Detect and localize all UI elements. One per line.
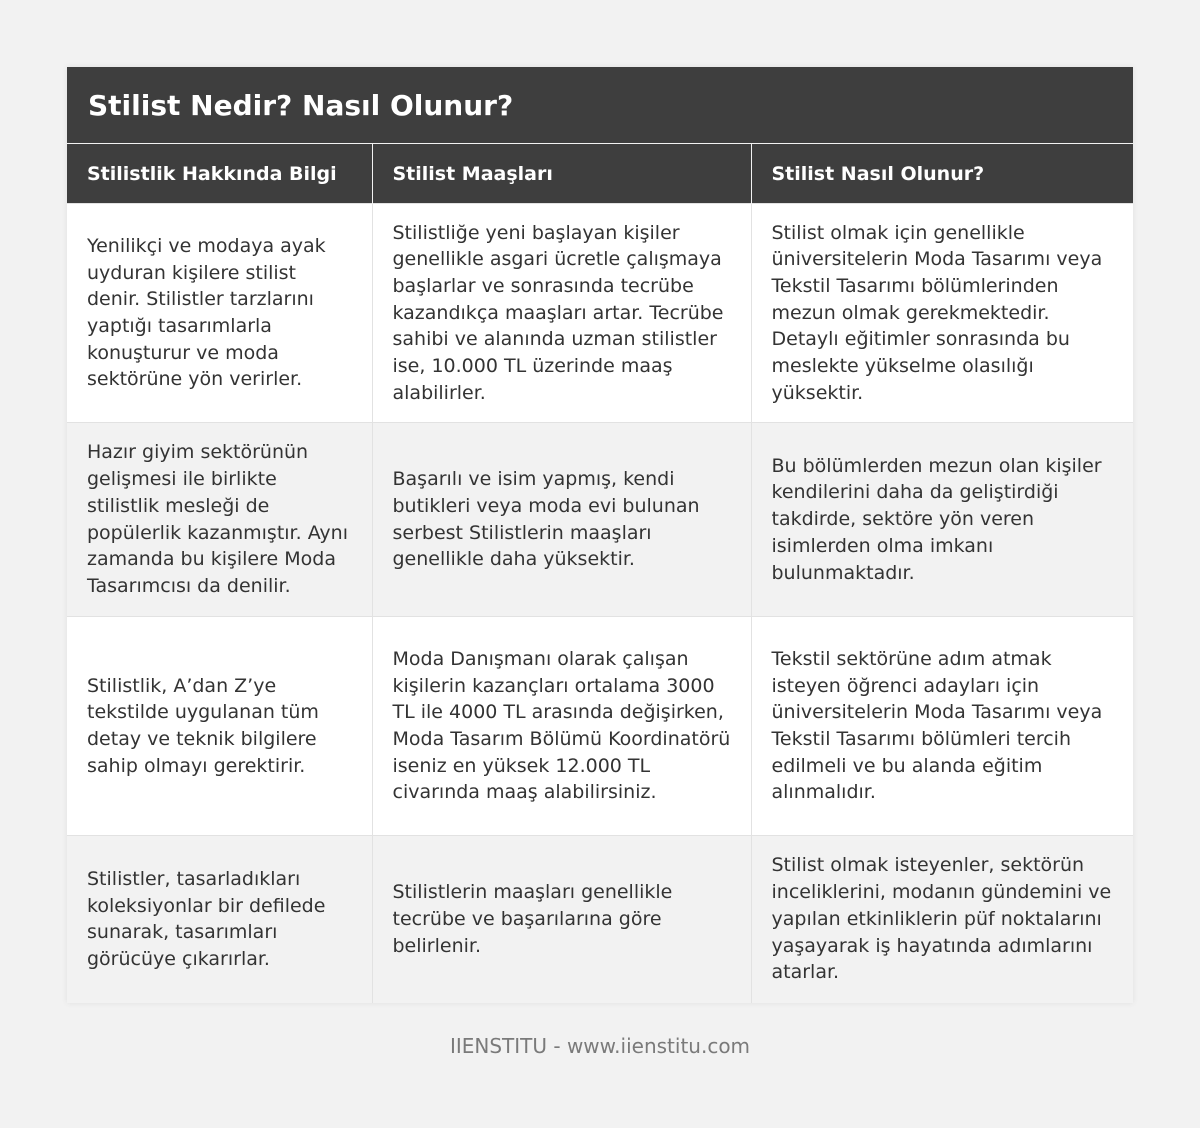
column-header-stilist-maaslari: Stilist Maaşları (372, 144, 751, 204)
table-cell: Yenilikçi ve modaya ayak uyduran kişilere stilist denir. Stilistler tarzlarını yaptığı tasarımlarla konuşturur ve moda sektörüne yön verirler. (67, 204, 372, 423)
table-cell: Hazır giyim sektörünün gelişmesi ile birlikte stilistlik mesleği de popülerlik kazanmıştır. Aynı zamanda bu kişilere Moda Tasarımcısı da denilir. (67, 423, 372, 617)
info-table-card (67, 67, 1133, 1003)
column-header-stilistlik-bilgi: Stilistlik Hakkında Bilgi (67, 144, 372, 204)
table-cell: Stilist olmak isteyenler, sektörün inceliklerini, modanın gündemini ve yapılan etkinliklerin püf noktalarını yaşayarak iş hayatında adımlarını atarlar. (751, 836, 1133, 1003)
footer-credit: IIENSTITU - www.iienstitu.com (449, 1034, 751, 1058)
info-table (67, 144, 1133, 1003)
column-header-nasil-olunur: Stilist Nasıl Olunur? (751, 144, 1133, 204)
table-row (67, 423, 1133, 617)
table-header-row (67, 144, 1133, 204)
table-cell: Stilistliğe yeni başlayan kişiler genellikle asgari ücretle çalışmaya başlarlar ve sonrasında tecrübe kazandıkça maaşları artar. Tecrübe sahibi ve alanında uzman stilistler ise, 10.000 TL üzerinde maaş alabilirler. (372, 204, 751, 423)
table-cell: Başarılı ve isim yapmış, kendi butikleri veya moda evi bulunan serbest Stilistlerin maaşları genellikle daha yüksektir. (372, 423, 751, 617)
table-cell: Moda Danışmanı olarak çalışan kişilerin kazançları ortalama 3000 TL ile 4000 TL arasında değişirken, Moda Tasarım Bölümü Koordinatörü iseniz en yüksek 12.000 TL civarında maaş alabilirsiniz. (372, 617, 751, 836)
table-cell: Stilistlerin maaşları genellikle tecrübe ve başarılarına göre belirlenir. (372, 836, 751, 1003)
table-cell: Stilistler, tasarladıkları koleksiyonlar bir defilede sunarak, tasarımları görücüye çıkarırlar. (67, 836, 372, 1003)
table-cell: Stilist olmak için genellikle üniversitelerin Moda Tasarımı veya Tekstil Tasarımı bölümlerinden mezun olmak gerekmektedir. Detaylı eğitimler sonrasında bu meslekte yükselme olasılığı yüksektir. (751, 204, 1133, 423)
table-row (67, 617, 1133, 836)
title-bar (67, 67, 1133, 144)
page-title: Stilist Nedir? Nasıl Olunur? (88, 88, 514, 122)
table-row (67, 204, 1133, 423)
table-cell: Stilistlik, A’dan Z’ye tekstilde uygulanan tüm detay ve teknik bilgilere sahip olmayı gerektirir. (67, 617, 372, 836)
table-cell: Tekstil sektörüne adım atmak isteyen öğrenci adayları için üniversitelerin Moda Tasarımı veya Tekstil Tasarımı bölümleri tercih edilmeli ve bu alanda eğitim alınmalıdır. (751, 617, 1133, 836)
table-cell: Bu bölümlerden mezun olan kişiler kendilerini daha da geliştirdiği takdirde, sektöre yön veren isimlerden olma imkanı bulunmaktadır. (751, 423, 1133, 617)
table-row (67, 836, 1133, 1003)
